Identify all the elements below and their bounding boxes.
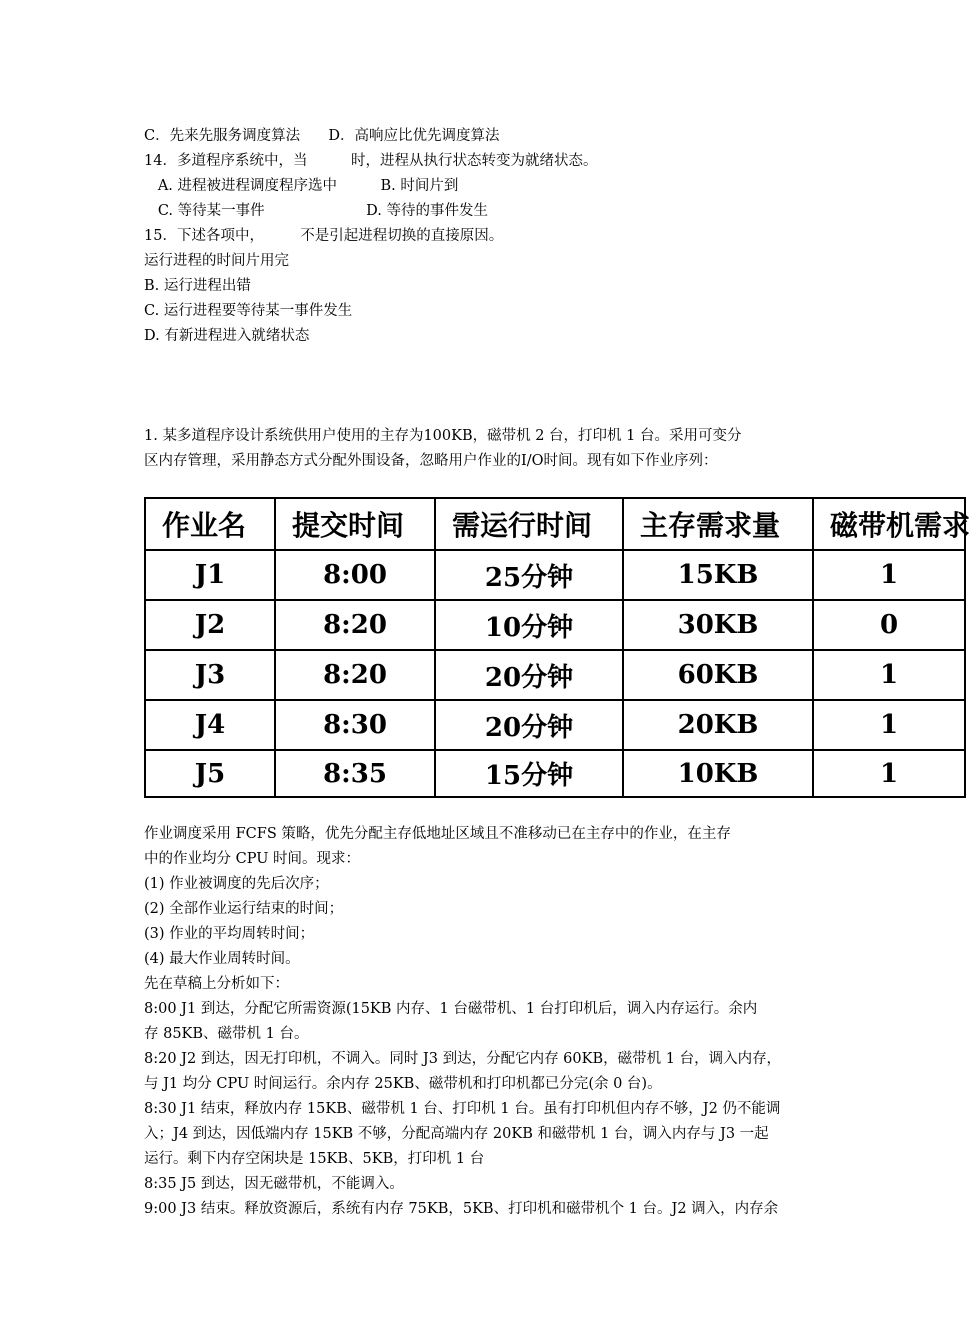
option-line: C．先来先服务调度算法 D．高响应比优先调度算法 bbox=[144, 128, 500, 144]
run-time-cell: 10分钟 bbox=[435, 600, 623, 650]
tape-cell: 1 bbox=[813, 700, 965, 750]
analysis-line: 运行。剩下内存空闲块是 15KB、5KB，打印机 1 台 bbox=[144, 1151, 485, 1167]
option-line: C. 运行进程要等待某一事件发生 bbox=[144, 303, 353, 319]
requirement-item: (2) 全部作业运行结束的时间； bbox=[144, 901, 344, 917]
requirement-item: (1) 作业被调度的先后次序； bbox=[144, 876, 329, 892]
memory-cell: 30KB bbox=[623, 600, 813, 650]
table-row bbox=[145, 700, 965, 750]
run-time-cell: 25分钟 bbox=[435, 550, 623, 600]
option-line: C. 等待某一事件 D. 等待的事件发生 bbox=[144, 203, 488, 219]
job-name-cell: J5 bbox=[145, 750, 275, 797]
table-row bbox=[145, 750, 965, 797]
policy-line: 中的作业均分 CPU 时间。现求： bbox=[144, 851, 361, 867]
analysis-line: 入；J4 到达，因低端内存 15KB 不够，分配高端内存 20KB 和磁带机 1 台，调入内存与 J3 一起 bbox=[144, 1126, 769, 1142]
table-header-row bbox=[145, 498, 965, 550]
header-run-time: 需运行时间 bbox=[435, 498, 623, 550]
memory-cell: 15KB bbox=[623, 550, 813, 600]
submit-time-cell: 8:20 bbox=[275, 600, 435, 650]
memory-cell: 10KB bbox=[623, 750, 813, 797]
table-row bbox=[145, 600, 965, 650]
analysis-line: 8:20 J2 到达，因无打印机，不调入。同时 J3 到达，分配它内存 60KB，磁带机 1 台，调入内存， bbox=[144, 1051, 782, 1067]
memory-cell: 20KB bbox=[623, 700, 813, 750]
question-15: 15．下述各项中， 不是引起进程切换的直接原因。 bbox=[144, 228, 504, 244]
requirement-item: (3) 作业的平均周转时间； bbox=[144, 926, 315, 942]
table-row bbox=[145, 550, 965, 600]
submit-time-cell: 8:20 bbox=[275, 650, 435, 700]
submit-time-cell: 8:35 bbox=[275, 750, 435, 797]
run-time-cell: 15分钟 bbox=[435, 750, 623, 797]
requirement-item: (4) 最大作业周转时间。 bbox=[144, 951, 300, 967]
tape-cell: 1 bbox=[813, 650, 965, 700]
submit-time-cell: 8:30 bbox=[275, 700, 435, 750]
table-row bbox=[145, 650, 965, 700]
analysis-line: 9:00 J3 结束。释放资源后，系统有内存 75KB，5KB、打印机和磁带机个 1 台。J2 调入，内存余 bbox=[144, 1201, 779, 1217]
option-line: D. 有新进程进入就绪状态 bbox=[144, 328, 310, 344]
run-time-cell: 20分钟 bbox=[435, 700, 623, 750]
analysis-line: 8:00 J1 到达，分配它所需资源(15KB 内存、1 台磁带机、1 台打印机后，调入内存运行。余内 bbox=[144, 1001, 758, 1017]
tape-cell: 1 bbox=[813, 550, 965, 600]
problem-intro-line: 区内存管理，采用静态方式分配外围设备，忽略用户作业的I/O时间。现有如下作业序列： bbox=[144, 453, 718, 469]
option-line: B. 运行进程出错 bbox=[144, 278, 251, 294]
job-name-cell: J4 bbox=[145, 700, 275, 750]
memory-cell: 60KB bbox=[623, 650, 813, 700]
question-14: 14．多道程序系统中，当 时，进程从执行状态转变为就绪状态。 bbox=[144, 153, 598, 169]
job-name-cell: J3 bbox=[145, 650, 275, 700]
tape-cell: 0 bbox=[813, 600, 965, 650]
analysis-line: 与 J1 均分 CPU 时间运行。余内存 25KB、磁带机和打印机都已分完(余 0 台)。 bbox=[144, 1076, 662, 1092]
run-time-cell: 20分钟 bbox=[435, 650, 623, 700]
header-job-name: 作业名 bbox=[145, 498, 275, 550]
header-memory: 主存需求量 bbox=[623, 498, 813, 550]
policy-line: 作业调度采用 FCFS 策略，优先分配主存低地址区域且不准移动已在主存中的作业，在主存 bbox=[144, 826, 731, 842]
analysis-line: 存 85KB、磁带机 1 台。 bbox=[144, 1026, 309, 1042]
analysis-heading: 先在草稿上分析如下： bbox=[144, 976, 289, 992]
tape-cell: 1 bbox=[813, 750, 965, 797]
analysis-line: 8:30 J1 结束，释放内存 15KB、磁带机 1 台、打印机 1 台。虽有打印机但内存不够，J2 仍不能调 bbox=[144, 1101, 781, 1117]
job-name-cell: J2 bbox=[145, 600, 275, 650]
header-tape: 磁带机需求 bbox=[813, 498, 965, 550]
header-submit-time: 提交时间 bbox=[275, 498, 435, 550]
option-line: 运行进程的时间片用完 bbox=[144, 253, 289, 269]
analysis-line: 8:35 J5 到达，因无磁带机，不能调入。 bbox=[144, 1176, 404, 1192]
submit-time-cell: 8:00 bbox=[275, 550, 435, 600]
option-line: A. 进程被进程调度程序选中 B. 时间片到 bbox=[144, 178, 459, 194]
problem-intro-line: 1. 某多道程序设计系统供用户使用的主存为100KB，磁带机 2 台，打印机 1 台。采用可变分 bbox=[144, 428, 742, 444]
job-table bbox=[144, 497, 970, 798]
job-name-cell: J1 bbox=[145, 550, 275, 600]
